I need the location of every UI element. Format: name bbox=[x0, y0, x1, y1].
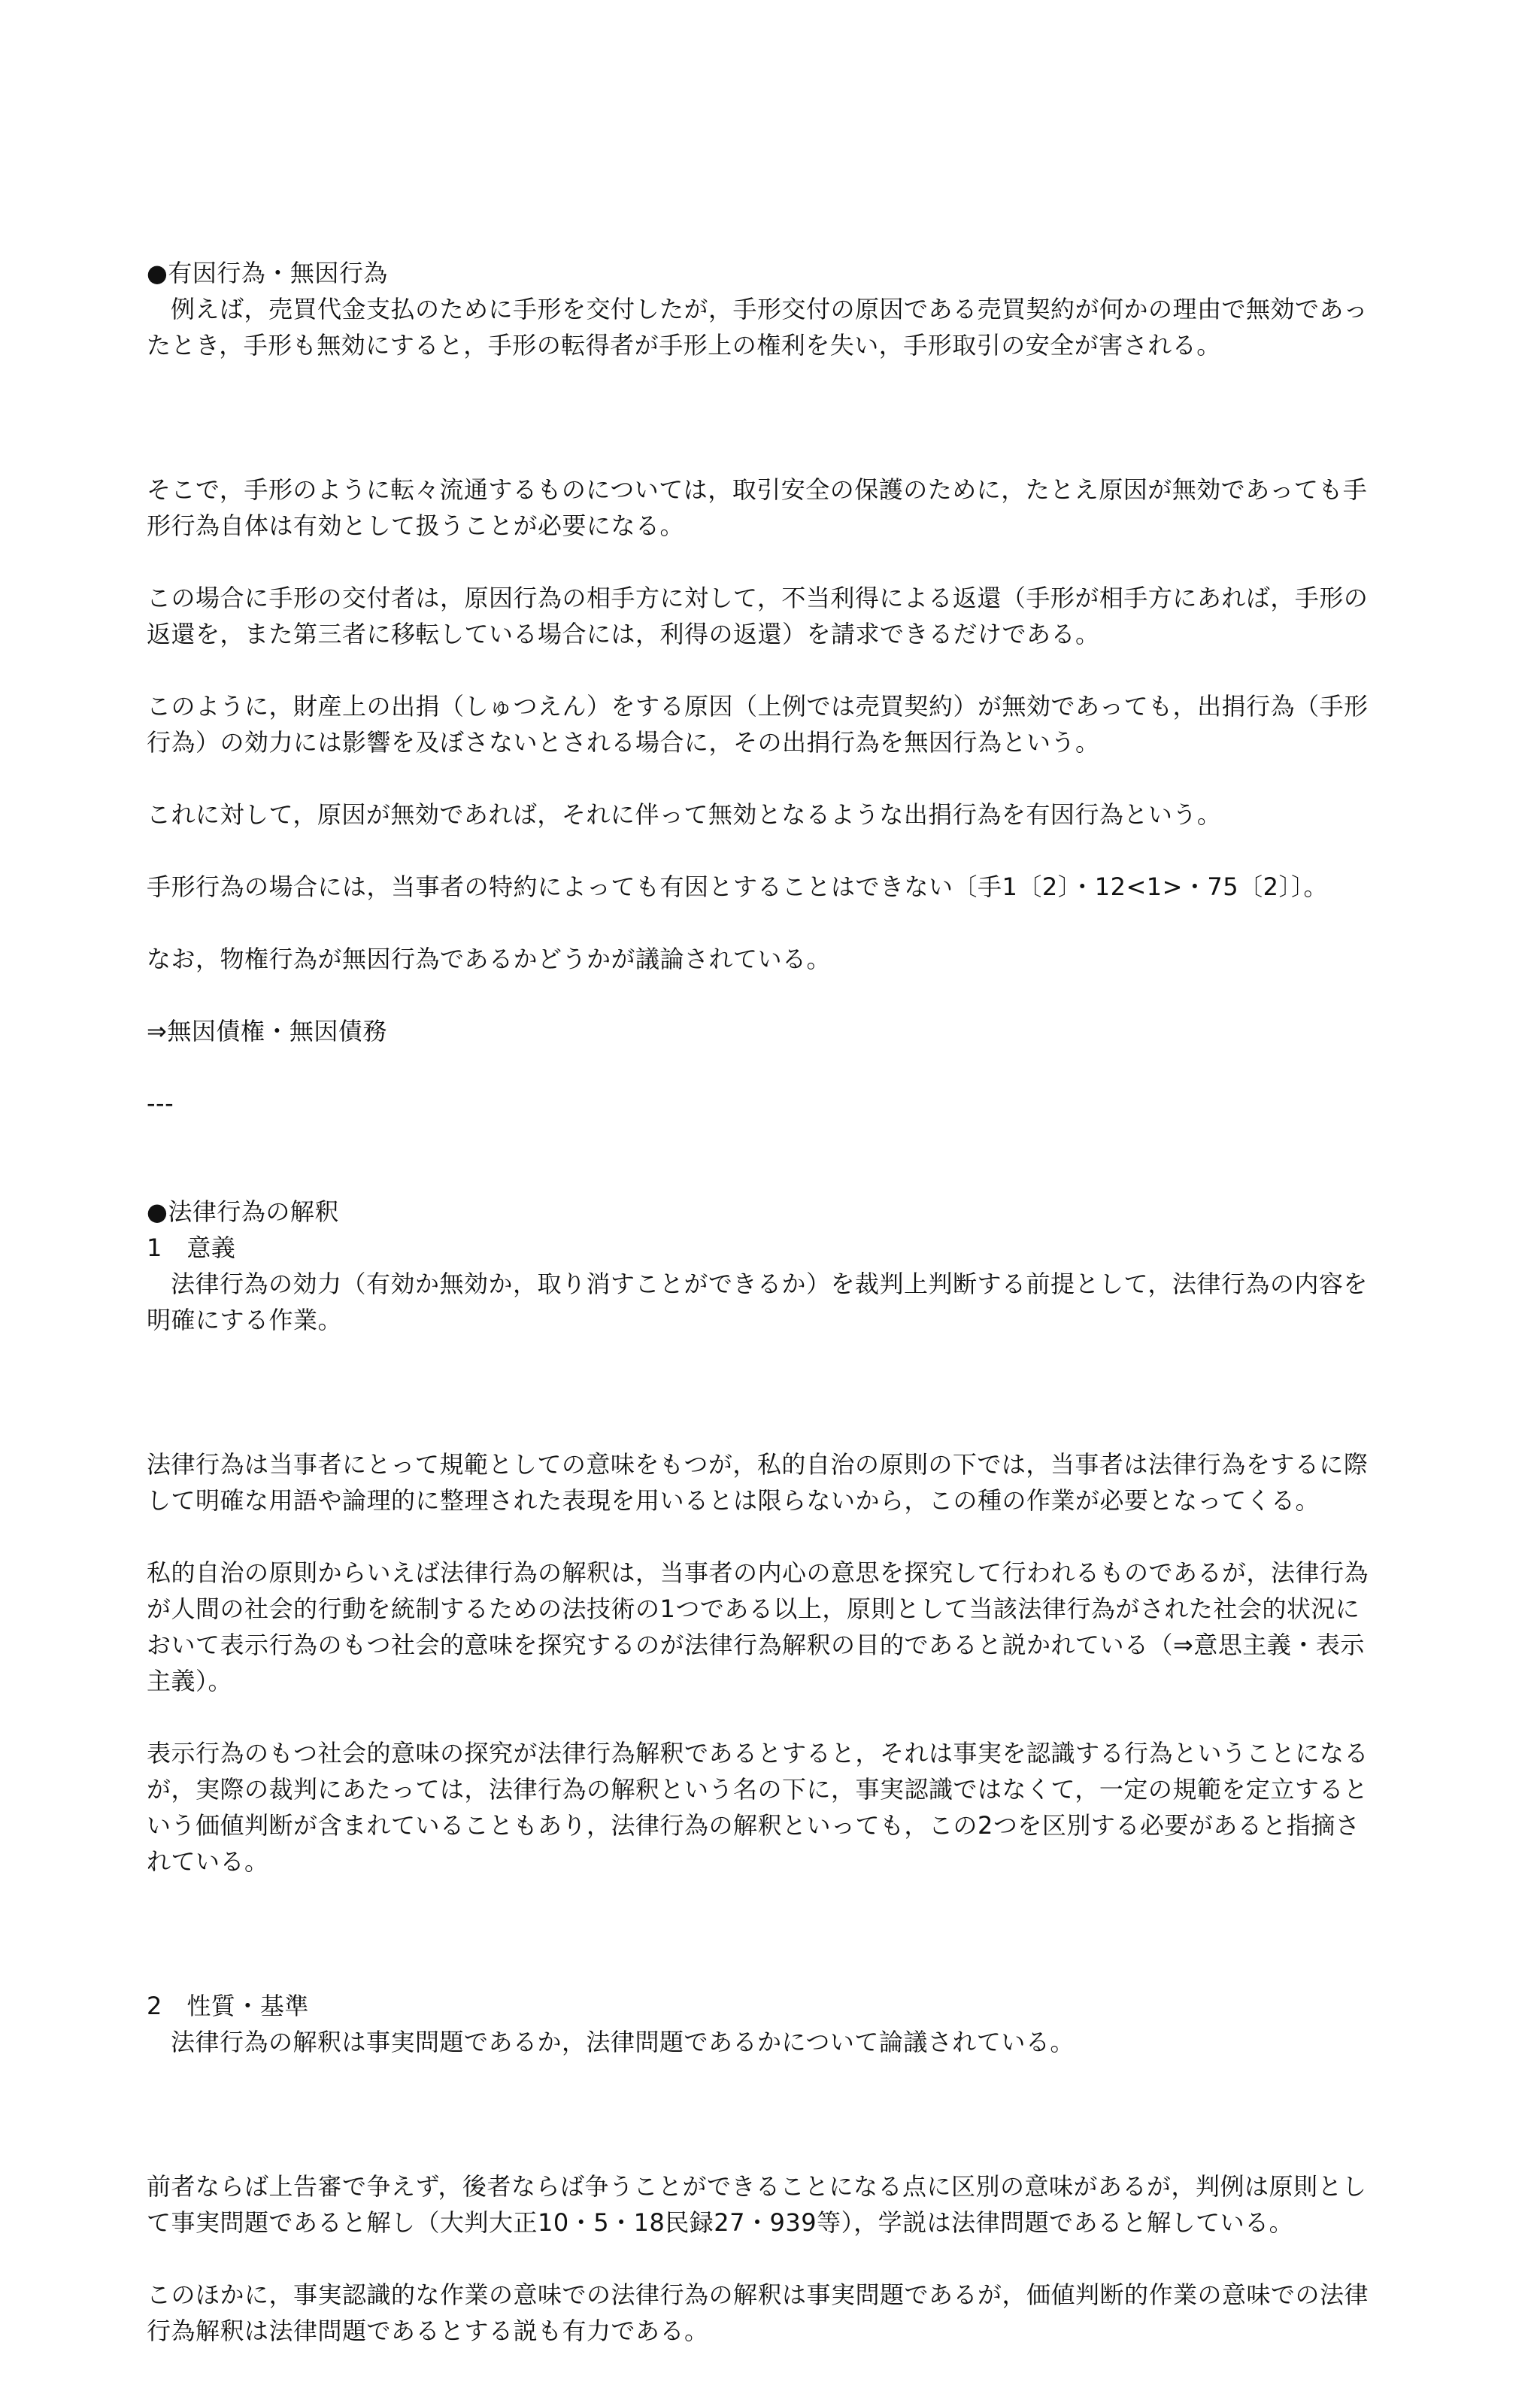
paragraph: 表示行為のもつ社会的意味の探究が法律行為解釈であるとすると，それは事実を認識する行為ということになるが，実際の裁判にあたっては，法律行為の解釈という名の下に，事実認識ではなくて，一定の規範を定立するという価値判断が含まれていることもあり，法律行為の解釈といっても，この2つを区別する必要があると指摘されている。 bbox=[147, 1739, 1369, 1876]
paragraph: この場合に手形の交付者は，原因行為の相手方に対して，不当利得による返還（手形が相手方にあれば，手形の返還を，また第三者に移転している場合には，利得の返還）を請求できるだけである。 bbox=[147, 584, 1369, 648]
paragraph: 法律行為は当事者にとって規範としての意味をもつが，私的自治の原則の下では，当事者は法律行為をするに際して明確な用語や論理的に整理された表現を用いるとは限らないから，この種の作業が必要となってくる。 bbox=[147, 1450, 1369, 1515]
paragraph: 法律行為の効力（有効か無効か，取り消すことができるか）を裁判上判断する前提として，法律行為の内容を明確にする作業。 bbox=[147, 1270, 1368, 1334]
section-yuin-muin bbox=[147, 183, 1380, 435]
subsection-seishitsu-kijun bbox=[147, 1916, 1380, 2132]
paragraph: このように，財産上の出捐（しゅつえん）をする原因（上例では売買契約）が無効であっても，出捐行為（手形行為）の効力には影響を及ぼさないとされる場合に，その出捐行為を無因行為という。 bbox=[147, 692, 1369, 757]
section-houritsu-koui-kaishaku bbox=[147, 1121, 1380, 1410]
document-body bbox=[147, 183, 1380, 2385]
paragraph: 前者ならば上告審で争えず，後者ならば争うことができることになる点に区別の意味があるが，判例は原則として事実問題であると解し（大判大正10・5・18民録27・939等），学説は法律問題であると解している。 bbox=[147, 2172, 1367, 2237]
section-heading: ●有因行為・無因行為 bbox=[147, 259, 388, 287]
paragraph: 例えば，売買代金支払のために手形を交付したが，手形交付の原因である売買契約が何かの理由で無効であったとき，手形も無効にすると，手形の転得者が手形上の権利を失い，手形取引の安全が害される。 bbox=[147, 295, 1369, 360]
paragraph: これに対して，原因が無効であれば，それに伴って無効となるような出捐行為を有因行為という。 bbox=[147, 800, 1222, 829]
paragraph: このほかに，事実認識的な作業の意味での法律行為の解釈は事実問題であるが，価値判断的作業の意味での法律行為解釈は法律問題であるとする説も有力である。 bbox=[147, 2280, 1369, 2345]
paragraph: 法律行為の解釈は事実問題であるか，法律問題であるかについて論議されている。 bbox=[171, 2028, 1075, 2056]
paragraph: なお，物権行為が無因行為であるかどうかが議論されている。 bbox=[147, 945, 832, 973]
subsection-heading: 1 意義 bbox=[147, 1233, 236, 1262]
cross-reference: ⇒無因債権・無因債務 bbox=[147, 1017, 387, 1045]
divider: --- bbox=[147, 1089, 174, 1118]
paragraph: そこで，手形のように転々流通するものについては，取引安全の保護のために，たとえ原因が無効であっても手形行為自体は有効として扱うことが必要になる。 bbox=[147, 475, 1368, 540]
paragraph: 私的自治の原則からいえば法律行為の解釈は，当事者の内心の意思を探究して行われるものであるが，法律行為が人間の社会的行動を統制するための法技術の1つである以上，原則として当該法律行為がされた社会的状況において表示行為のもつ社会的意味を探究するのが法律行為解釈の目的であると説かれている（⇒意思主義・表示主義）。 bbox=[147, 1558, 1369, 1695]
section-heading: ●法律行為の解釈 bbox=[147, 1197, 339, 1226]
paragraph: 手形行為の場合には，当事者の特約によっても有因とすることはできない〔手1〔2〕・12<1>・75〔2〕〕。 bbox=[147, 872, 1329, 901]
subsection-heading: 2 性質・基準 bbox=[147, 1992, 309, 2020]
